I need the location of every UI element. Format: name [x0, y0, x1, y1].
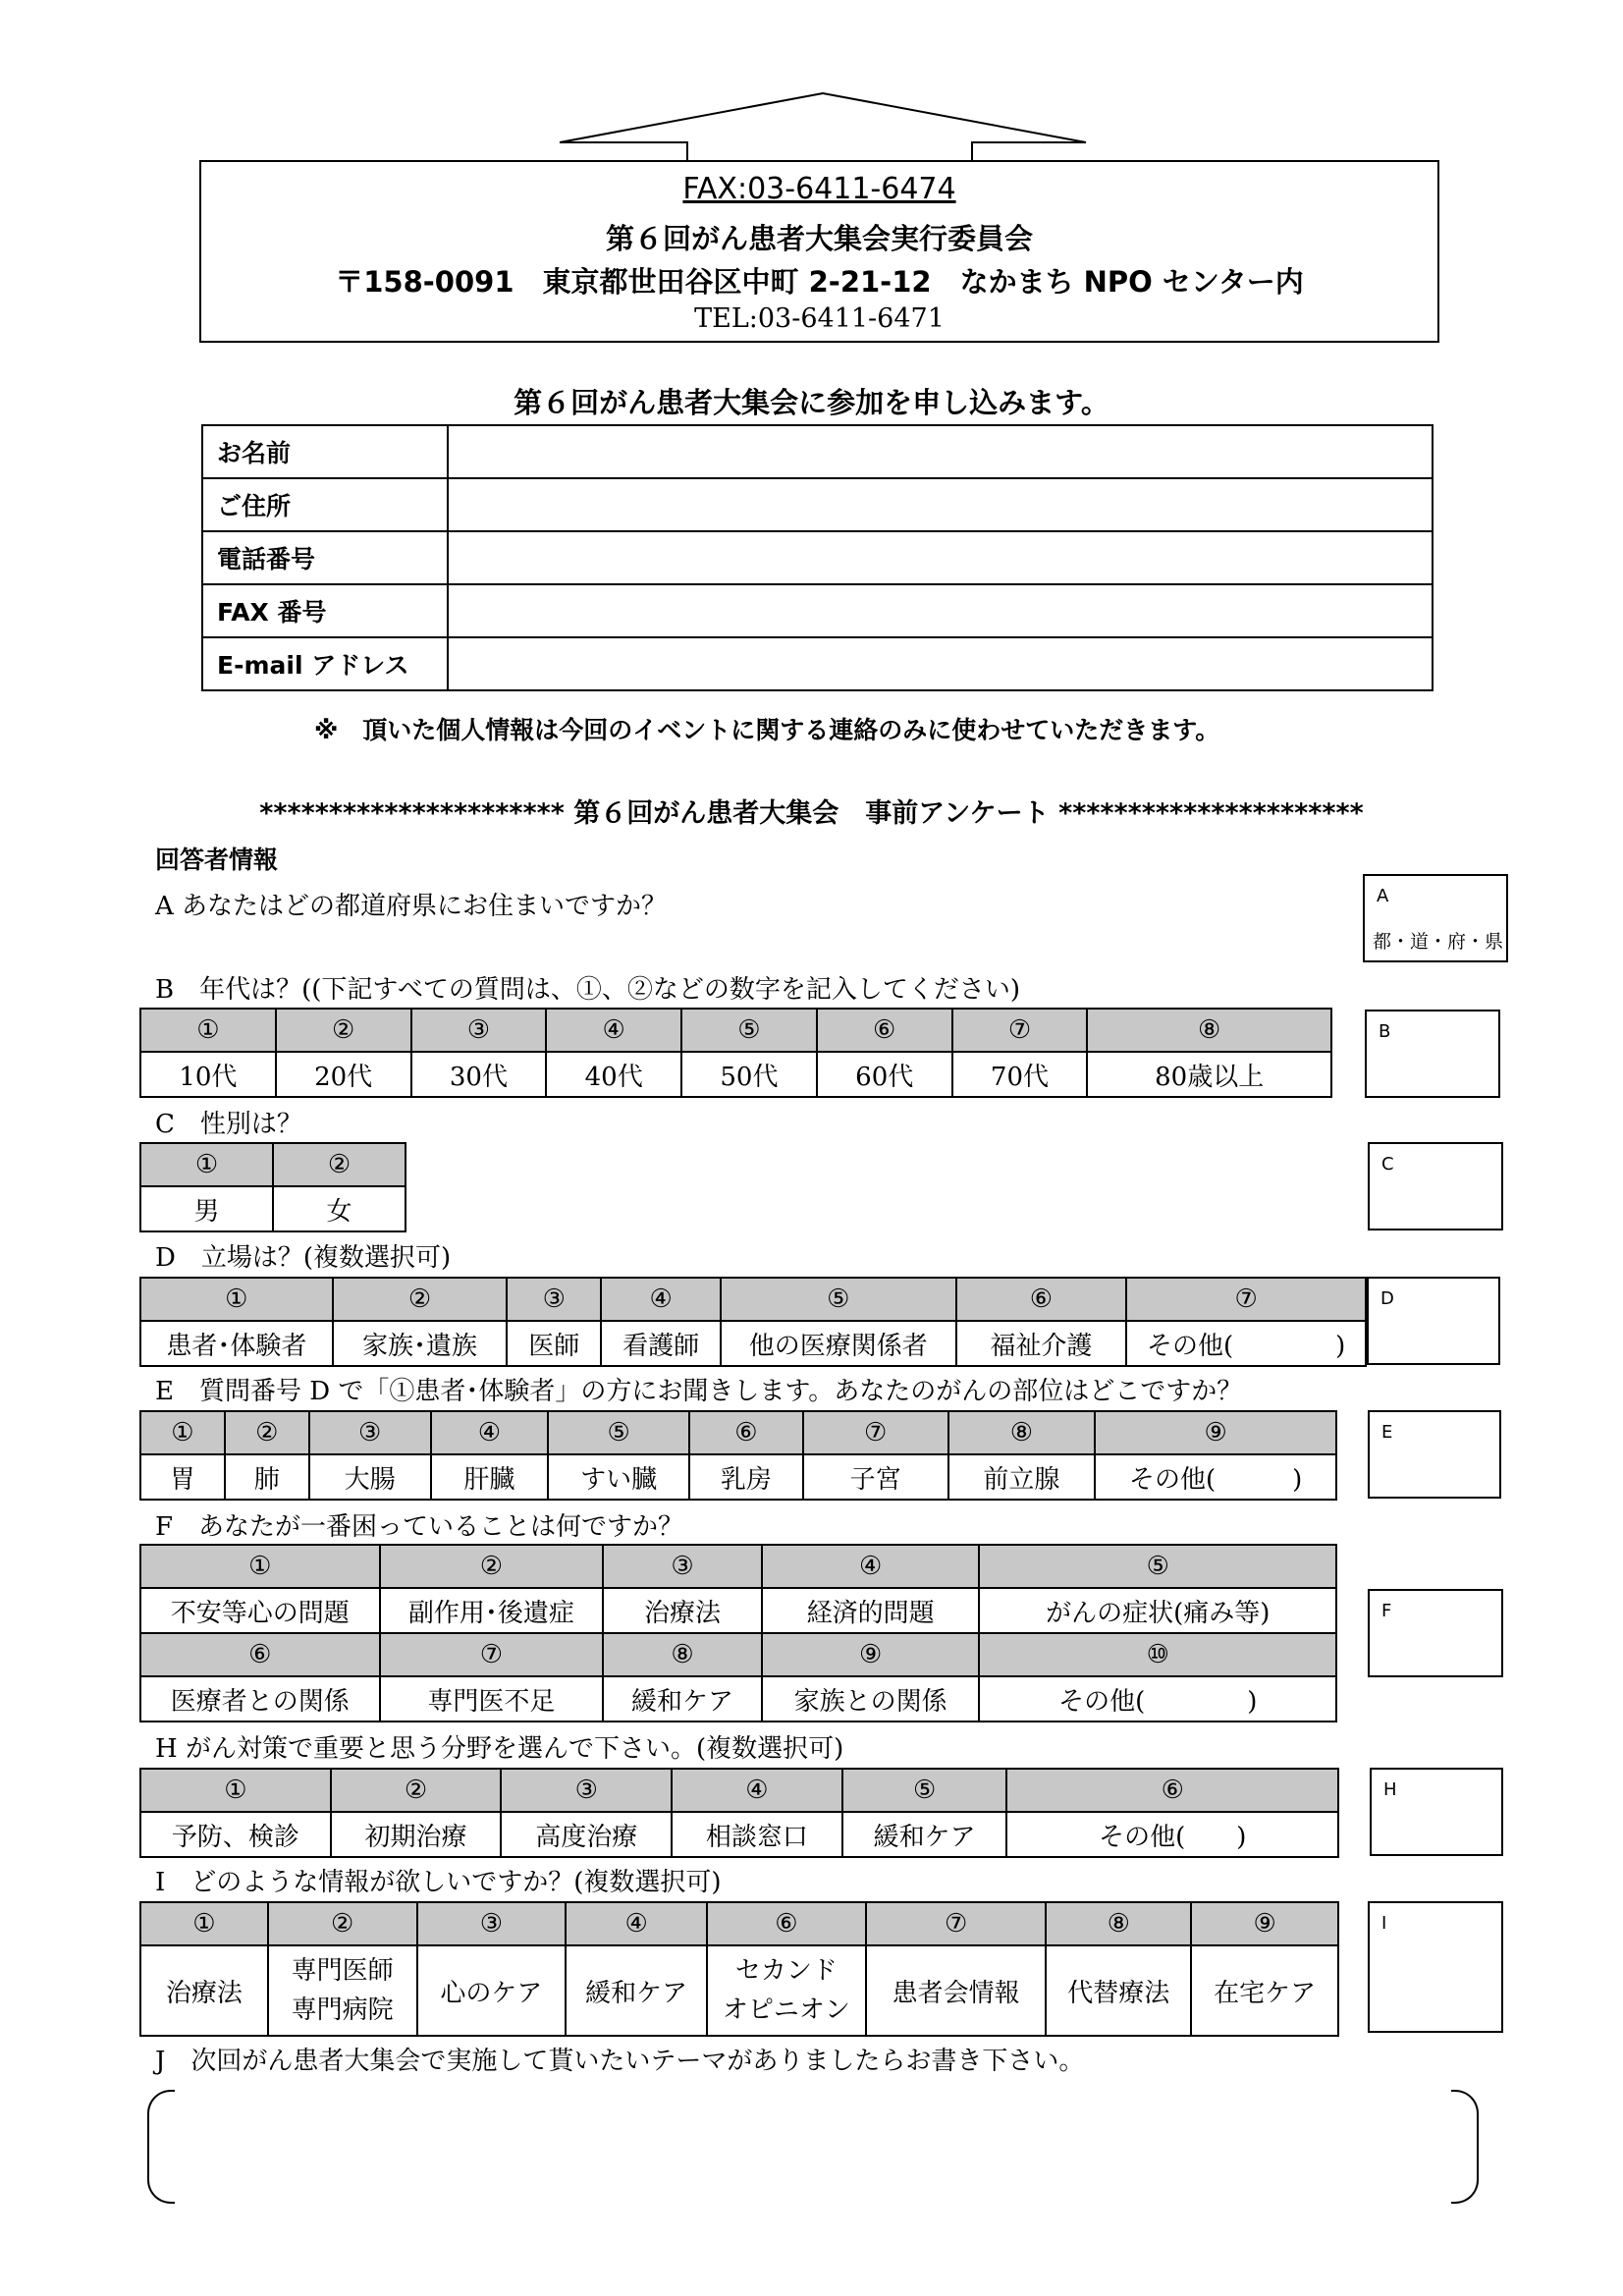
option-label: 30代	[411, 1052, 547, 1097]
option-number: ④	[431, 1411, 549, 1454]
option-label: 緩和ケア	[566, 1945, 707, 2036]
answer-box-label: D	[1380, 1288, 1394, 1309]
option-number: ②	[273, 1143, 406, 1186]
option-label: がんの症状(痛み等)	[979, 1588, 1336, 1633]
form-row	[202, 584, 1433, 637]
option-number: ⑤	[548, 1411, 689, 1454]
option-number: ⑤	[842, 1769, 1007, 1812]
option-number: ⑦	[1126, 1278, 1366, 1321]
option-number: ①	[140, 1545, 380, 1588]
option-label: 看護師	[601, 1321, 721, 1366]
form-row	[202, 425, 1433, 478]
prefecture-note: 都・道・府・県	[1373, 931, 1504, 953]
option-number: ⑧	[603, 1633, 762, 1676]
option-number: ⑩	[979, 1633, 1336, 1676]
option-number: ①	[140, 1278, 333, 1321]
option-label: 専門医不足	[380, 1676, 604, 1722]
option-label: 80歳以上	[1087, 1052, 1331, 1097]
option-number: ⑥	[956, 1278, 1127, 1321]
option-number: ⑤	[721, 1278, 956, 1321]
organizer-name: 第６回がん患者大集会実行委員会	[605, 222, 1033, 255]
answer-box-h[interactable]	[1370, 1768, 1503, 1856]
option-number: ⑦	[952, 1009, 1088, 1052]
option-number: ②	[225, 1411, 309, 1454]
answer-box-label: B	[1379, 1021, 1391, 1042]
option-label: 心のケア	[417, 1945, 567, 2036]
option-label: すい臓	[548, 1454, 689, 1500]
option-label: 代替療法	[1046, 1945, 1191, 2036]
option-label: 緩和ケア	[603, 1676, 762, 1722]
theme-input[interactable]	[175, 2092, 1449, 2198]
option-label: 50代	[681, 1052, 817, 1097]
option-number: ⑦	[803, 1411, 948, 1454]
option-label: 予防、検診	[140, 1812, 331, 1857]
option-label: 緩和ケア	[842, 1812, 1007, 1857]
address-input[interactable]	[448, 478, 1433, 531]
option-number: ⑤	[681, 1009, 817, 1052]
answer-box-a[interactable]	[1363, 874, 1508, 962]
question-b: B 年代は？((下記すべての質問は、①、②などの数字を記入してください)	[155, 975, 1021, 1005]
option-number: ④	[762, 1545, 980, 1588]
option-label: 家族との関係	[762, 1676, 980, 1722]
option-number: ⑧	[1087, 1009, 1331, 1052]
option-label: 医療者との関係	[140, 1676, 380, 1722]
options-f	[139, 1544, 1337, 1722]
option-label: その他( )	[1126, 1321, 1366, 1366]
form-row	[202, 478, 1433, 531]
answer-box-label: E	[1381, 1422, 1393, 1443]
option-number: ③	[309, 1411, 431, 1454]
options-b	[139, 1008, 1332, 1098]
organizer-address: 〒158-0091 東京都世田谷区中町 2-21-12 なかまち NPO センター内	[335, 265, 1304, 299]
fax-number: FAX:03-6411-6474	[682, 172, 956, 206]
application-title: 第６回がん患者大集会に参加を申し込みます。	[514, 386, 1109, 419]
answer-box-d[interactable]	[1367, 1277, 1500, 1365]
form-row	[202, 531, 1433, 584]
option-label: 乳房	[689, 1454, 803, 1500]
option-label: 70代	[952, 1052, 1088, 1097]
option-label: 女	[273, 1186, 406, 1231]
option-label: 10代	[140, 1052, 276, 1097]
option-label: 他の医療関係者	[721, 1321, 956, 1366]
option-label: 前立腺	[948, 1454, 1096, 1500]
option-number: ⑥	[1006, 1769, 1338, 1812]
option-label: 医師	[507, 1321, 601, 1366]
option-label: その他( )	[979, 1676, 1336, 1722]
option-number: ①	[140, 1769, 331, 1812]
option-number: ③	[417, 1902, 567, 1945]
option-number: ⑦	[380, 1633, 604, 1676]
option-label: 治療法	[603, 1588, 762, 1633]
option-label: 不安等心の問題	[140, 1588, 380, 1633]
option-number: ②	[333, 1278, 508, 1321]
option-number: ③	[507, 1278, 601, 1321]
answer-box-f[interactable]	[1368, 1589, 1503, 1677]
option-label: 肺	[225, 1454, 309, 1500]
option-number: ⑨	[1095, 1411, 1336, 1454]
option-number: ⑥	[817, 1009, 952, 1052]
question-e: E 質問番号 D で「①患者･体験者」の方にお聞きします。あなたのがんの部位はどこですか？	[155, 1377, 1243, 1406]
option-label: 家族･遺族	[333, 1321, 508, 1366]
option-number: ③	[501, 1769, 672, 1812]
option-number: ⑥	[140, 1633, 380, 1676]
option-label: 20代	[276, 1052, 411, 1097]
option-label: 子宮	[803, 1454, 948, 1500]
fax-input[interactable]	[448, 584, 1433, 637]
option-label: 福祉介護	[956, 1321, 1127, 1366]
theme-bracket-left	[147, 2090, 175, 2204]
tel-number: TEL:03-6411-6471	[694, 303, 945, 334]
form-row	[202, 637, 1433, 690]
options-c	[139, 1142, 406, 1232]
option-label: 治療法	[140, 1945, 268, 2036]
option-number: ⑥	[689, 1411, 803, 1454]
field-label: ご住所	[202, 478, 448, 531]
question-j: J 次回がん患者大集会で実施して貰いたいテーマがありましたらお書き下さい。	[155, 2047, 1085, 2076]
option-number: ④	[566, 1902, 707, 1945]
question-i: I どのような情報が欲しいですか？(複数選択可)	[155, 1868, 722, 1897]
option-number: ⑦	[866, 1902, 1047, 1945]
option-number: ②	[268, 1902, 417, 1945]
option-label: 胃	[140, 1454, 225, 1500]
option-label: 高度治療	[501, 1812, 672, 1857]
option-number: ④	[601, 1278, 721, 1321]
option-number: ②	[276, 1009, 411, 1052]
answer-box-label: C	[1381, 1154, 1394, 1175]
option-number: ②	[380, 1545, 604, 1588]
option-label: 大腸	[309, 1454, 431, 1500]
option-number: ④	[546, 1009, 681, 1052]
option-label: その他( )	[1095, 1454, 1336, 1500]
options-d	[139, 1277, 1367, 1367]
header-arrow	[0, 0, 1623, 167]
answer-box-e[interactable]	[1368, 1410, 1501, 1499]
answer-box-label: H	[1383, 1779, 1397, 1800]
option-number: ⑧	[1046, 1902, 1191, 1945]
field-label: E-mail アドレス	[202, 637, 448, 690]
option-label: 副作用･後遺症	[380, 1588, 604, 1633]
answer-box-label: A	[1377, 886, 1389, 906]
answer-box-label: I	[1381, 1913, 1387, 1934]
answer-box-b[interactable]	[1365, 1010, 1500, 1098]
field-label: お名前	[202, 425, 448, 478]
field-label: FAX 番号	[202, 584, 448, 637]
privacy-note: ※ 頂いた個人情報は今回のイベントに関する連絡のみに使わせていただきます。	[314, 716, 1220, 744]
answer-box-i[interactable]	[1368, 1901, 1503, 2033]
respondent-info-heading: 回答者情報	[155, 846, 279, 874]
option-label: 肝臓	[431, 1454, 549, 1500]
options-e	[139, 1410, 1337, 1501]
field-label: 電話番号	[202, 531, 448, 584]
option-label: 60代	[817, 1052, 952, 1097]
question-c: C 性別は？	[155, 1110, 302, 1139]
option-label: その他( )	[1006, 1812, 1338, 1857]
option-number: ⑧	[948, 1411, 1096, 1454]
option-label: 専門医師 専門病院	[268, 1945, 417, 2036]
survey-title: ********************** 第６回がん患者大集会 事前アンケート **********************	[259, 798, 1364, 829]
option-number: ①	[140, 1143, 273, 1186]
option-number: ①	[140, 1902, 268, 1945]
application-form	[201, 424, 1434, 691]
option-number: ⑨	[1191, 1902, 1338, 1945]
option-number: ⑥	[707, 1902, 866, 1945]
option-label: 男	[140, 1186, 273, 1231]
option-number: ③	[411, 1009, 547, 1052]
option-number: ④	[672, 1769, 842, 1812]
theme-bracket-right	[1451, 2090, 1479, 2204]
question-f: F あなたが一番困っていることは何ですか？	[155, 1512, 684, 1542]
option-number: ②	[331, 1769, 502, 1812]
option-number: ①	[140, 1009, 276, 1052]
answer-box-c[interactable]	[1368, 1142, 1503, 1230]
question-d: D 立場は？(複数選択可)	[155, 1243, 452, 1273]
options-i	[139, 1901, 1339, 2037]
question-a: A あなたはどの都道府県にお住まいですか？	[155, 892, 668, 921]
name-input[interactable]	[448, 425, 1433, 478]
option-label: 在宅ケア	[1191, 1945, 1338, 2036]
option-label: 患者会情報	[866, 1945, 1047, 2036]
phone-input[interactable]	[448, 531, 1433, 584]
email-input[interactable]	[448, 637, 1433, 690]
option-label: 40代	[546, 1052, 681, 1097]
options-h	[139, 1768, 1339, 1858]
option-label: 相談窓口	[672, 1812, 842, 1857]
contact-header-box	[199, 160, 1439, 343]
option-label: 経済的問題	[762, 1588, 980, 1633]
option-label: セカンド オピニオン	[707, 1945, 866, 2036]
question-h: H がん対策で重要と思う分野を選んで下さい。(複数選択可)	[155, 1734, 844, 1764]
option-number: ③	[603, 1545, 762, 1588]
option-label: 初期治療	[331, 1812, 502, 1857]
option-number: ①	[140, 1411, 225, 1454]
answer-box-label: F	[1381, 1601, 1392, 1621]
option-number: ⑤	[979, 1545, 1336, 1588]
option-number: ⑨	[762, 1633, 980, 1676]
option-label: 患者･体験者	[140, 1321, 333, 1366]
